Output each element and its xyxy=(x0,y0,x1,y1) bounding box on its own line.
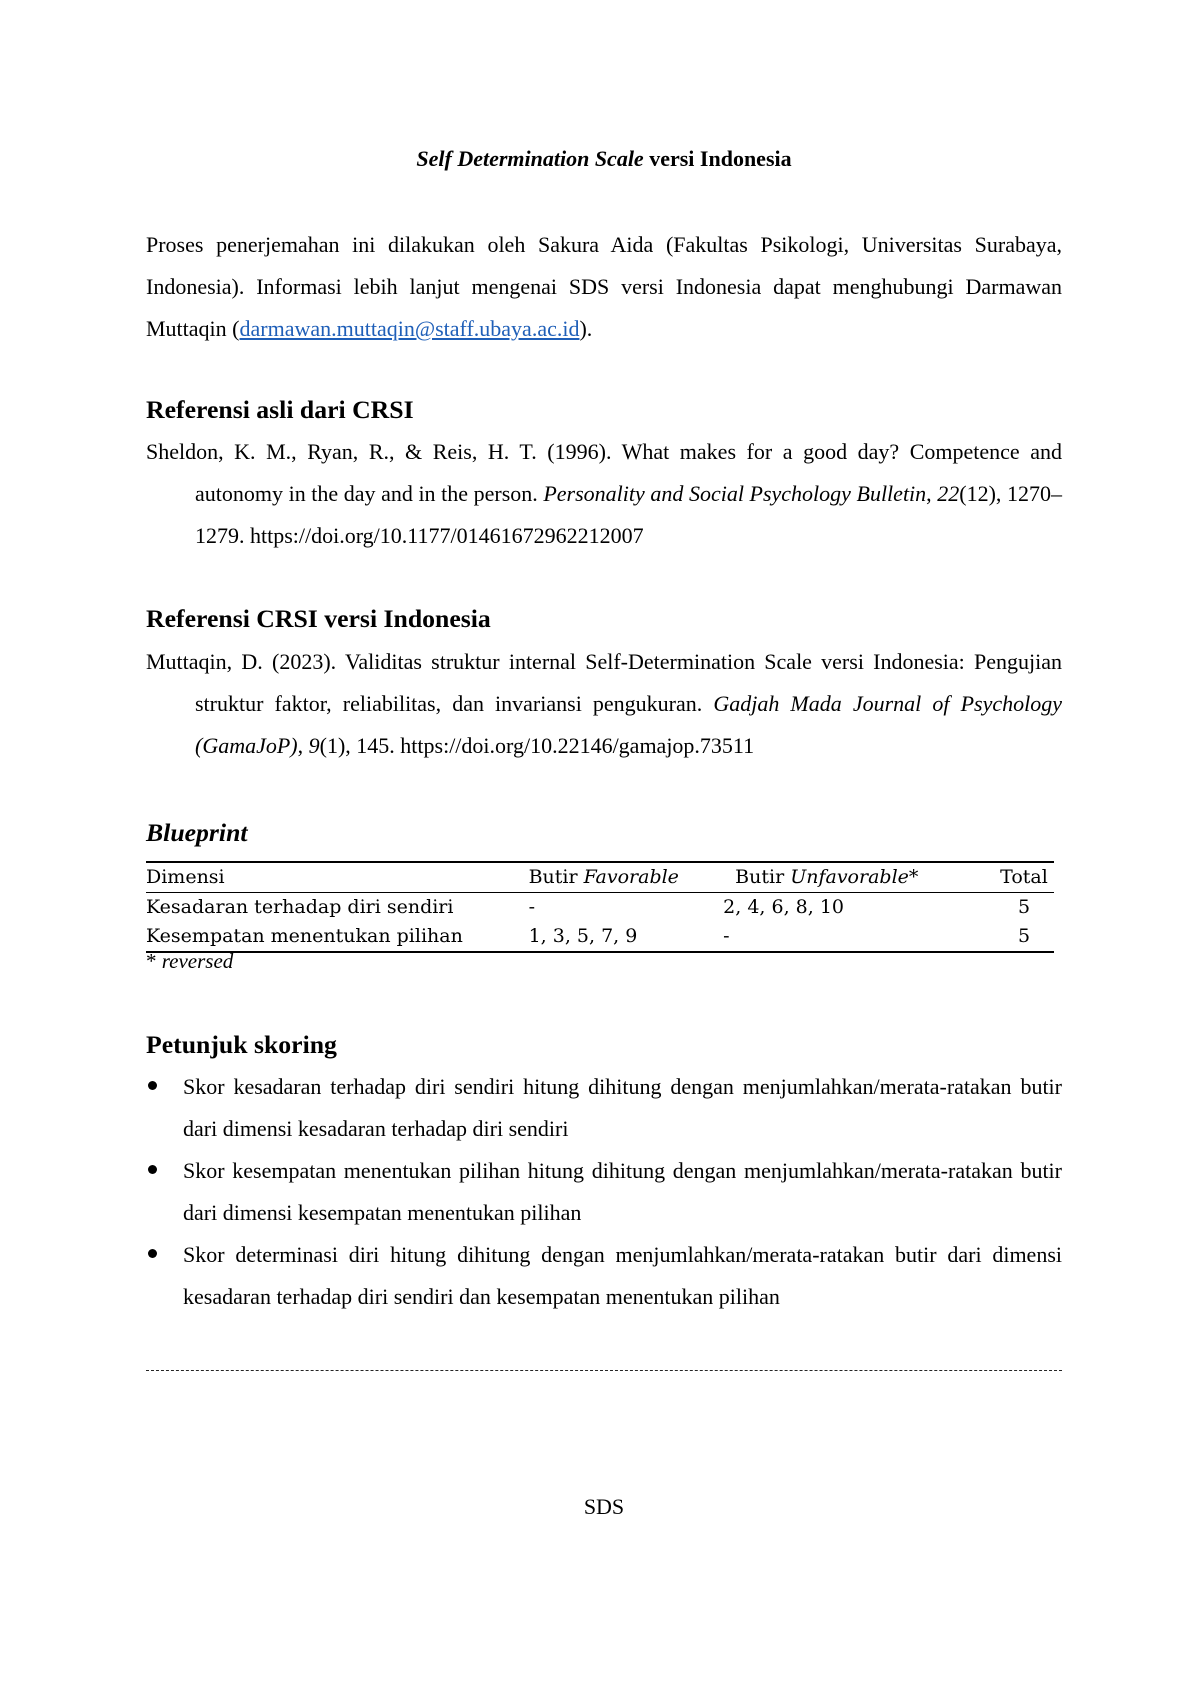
header-fav-italic: Favorable xyxy=(583,866,679,888)
footnote-star: * xyxy=(146,949,162,973)
intro-paragraph xyxy=(146,224,1062,350)
blueprint-heading xyxy=(146,812,248,854)
list-item xyxy=(146,1150,1062,1234)
list-item-text: Skor kesadaran terhadap diri sendiri hitung dihitung dengan menjumlahkan/merata-ratakan butir dari dimensi kesadaran terhadap diri sendiri xyxy=(183,1074,1062,1141)
row-favorable: 1, 3, 5, 7, 9 xyxy=(528,925,638,947)
row-total-text: 5 xyxy=(1017,896,1031,918)
row-unfavorable: - xyxy=(723,925,730,947)
row-total-text: 5 xyxy=(1017,925,1031,947)
bullet-icon xyxy=(148,1249,157,1258)
row-dimensi: Kesempatan menentukan pilihan xyxy=(146,925,463,947)
title-rest: versi Indonesia xyxy=(643,146,792,171)
indonesian-ref-rest: (1), 145. https://doi.org/10.22146/gamajop.73511 xyxy=(319,733,755,758)
row-unfavorable: 2, 4, 6, 8, 10 xyxy=(723,896,845,918)
header-dimensi: Dimensi xyxy=(146,866,225,888)
table-header-row xyxy=(146,862,1054,893)
dashed-divider xyxy=(146,1370,1062,1371)
original-reference-citation xyxy=(146,431,1062,557)
indonesian-ref-sep: , xyxy=(297,733,309,758)
footnote-italic: reversed xyxy=(161,949,234,973)
list-item-text: Skor determinasi diri hitung dihitung dengan menjumlahkan/merata-ratakan butir dari dimensi kesadaran terhadap diri sendiri dan kesempatan menentukan pilihan xyxy=(183,1242,1062,1309)
table-row xyxy=(146,922,1054,952)
title-italic: Self Determination Scale xyxy=(416,146,644,171)
list-item xyxy=(146,1066,1062,1150)
intro-text-end: ). xyxy=(579,316,593,341)
scoring-list xyxy=(146,1066,1062,1318)
bullet-icon xyxy=(148,1165,157,1174)
original-ref-rest: (12), 1270–1279. https://doi.org/10.1177/01461672962212007 xyxy=(195,481,1063,548)
table-footnote xyxy=(146,948,233,974)
original-ref-journal: Personality and Social Psychology Bulletin xyxy=(543,481,927,506)
page-title xyxy=(146,146,1062,172)
list-item xyxy=(146,1234,1062,1318)
indonesian-reference-heading: Referensi CRSI versi Indonesia xyxy=(146,604,491,633)
email-link[interactable]: darmawan.muttaqin@staff.ubaya.ac.id xyxy=(239,316,580,341)
footer-label: SDS xyxy=(583,1494,625,1519)
original-ref-sep: , xyxy=(926,481,938,506)
indonesian-ref-journal: Gadjah Mada Journal of Psychology (GamaJoP) xyxy=(195,691,1062,758)
intro-text: Proses penerjemahan ini dilakukan oleh Sakura Aida (Fakultas Psikologi, Universitas Surabaya, Indonesia). Informasi lebih lanjut mengenai SDS versi Indonesia dapat menghubungi Darmawan Muttaqin ( xyxy=(146,232,1062,341)
original-ref-text: Sheldon, K. M., Ryan, R., & Reis, H. T. (1996). What makes for a good day? Competence and autonomy in the day and in the person. xyxy=(146,439,1062,506)
row-dimensi: Kesadaran terhadap diri sendiri xyxy=(146,896,454,918)
header-total-text: Total xyxy=(1000,866,1048,888)
header-total xyxy=(974,862,1054,893)
row-favorable: - xyxy=(528,896,536,918)
header-fav-prefix: Butir xyxy=(528,866,584,888)
row-total xyxy=(974,893,1054,923)
indonesian-reference-citation xyxy=(146,641,1062,767)
header-unfav-prefix: Butir xyxy=(735,866,791,888)
header-favorable xyxy=(529,862,724,893)
header-unfavorable xyxy=(723,862,974,893)
original-reference-heading: Referensi asli dari CRSI xyxy=(146,395,414,424)
blueprint-heading-text: Blueprint xyxy=(146,818,248,847)
original-ref-volume: 22 xyxy=(937,481,960,506)
indonesian-ref-text: Muttaqin, D. (2023). Validitas struktur internal Self-Determination Scale versi Indonesia: Pengujian struktur faktor, reliabilitas, dan invariansi pengukuran. xyxy=(146,649,1062,716)
header-unfav-italic: Unfavorable* xyxy=(790,866,919,888)
bullet-icon xyxy=(148,1081,157,1090)
scoring-heading: Petunjuk skoring xyxy=(146,1030,337,1059)
indonesian-ref-volume: 9 xyxy=(308,733,320,758)
row-total xyxy=(974,922,1054,952)
list-item-text: Skor kesempatan menentukan pilihan hitung dihitung dengan menjumlahkan/merata-ratakan butir dari dimensi kesempatan menentukan pilihan xyxy=(183,1158,1062,1225)
table-row xyxy=(146,893,1054,923)
blueprint-table xyxy=(146,861,1054,953)
